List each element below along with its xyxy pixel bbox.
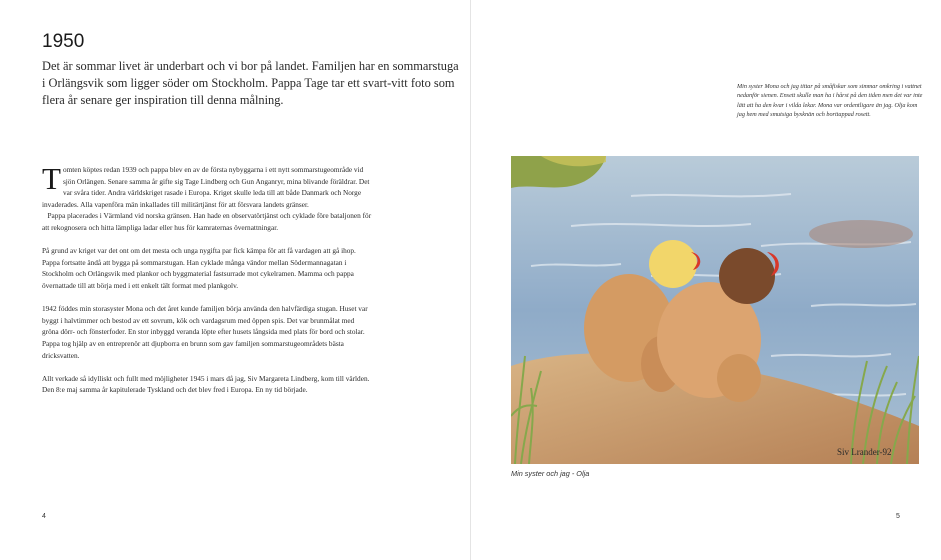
paragraph-1-text: omten köptes redan 1939 och pappa blev en av de första nybyggarna i ett nytt sommarstugeområde vid sjön Orlängen. Senare samma år gifte sig Tage Lindberg och Gun Anganryr, mina blivande föräldrar. Det var svåra tider. Andra världskriget rasade i Europa. Kriget skulle leda till att både Danmark och Norge invaderades. Alla vapenföra män inkallades till militärtjänst för att försvara landets gränser.: [42, 165, 370, 209]
body-paragraph-1: [42, 161, 372, 234]
hair-blonde: [649, 240, 697, 288]
intro-paragraph: Det är sommar livet är underbart och vi bor på landet. Familjen har en sommarstuga i Orlängsvik som ligger söder om Stockholm. Pappa Tage tar ett svart-vitt foto som flera år senare ger inspiration till denna målning.: [42, 59, 459, 107]
side-note: Min syster Mona och jag tittar på småfiskar som simmar omkring i vattnet nedanför sienen. Ensett skulle man ha i hårst på den tiden men det var inte lätt att ha den kvar i vilda lekar. Mona var ordentligare än jag. Olja kom jag hem med smutsiga byxknän och borttappad rosett.: [737, 83, 923, 119]
body-paragraph-4: Allt verkade så idylliskt och fullt med möjligheter 1945 i mars då jag, Siv Margareta Lindberg, kom till världen. Den 8:e maj samma år kapitulerade Tyskland och det blev fred i Europa. En ny tid började.: [42, 373, 370, 395]
body-paragraph-2: På grund av kriget var det ont om det mesta och unga nygifta par fick kämpa för att få vardagen att gå ihop. Pappa fortsatte ändå att bygga på sommarstugan. Han cyklade många vändor mellan Södermannagatan i Stockholm och Orlängsvik med plankor och byggmaterial fastsurrade mot cykelramen. Mamma och pappa övernattade till att börja med i ett enkelt tält format med plankgolv.: [42, 246, 356, 290]
painting-signature: Siv Lrander-92: [837, 447, 892, 457]
painting-image: [511, 156, 919, 464]
painting-illustration: [511, 156, 919, 464]
body-paragraph-3: 1942 föddes min storasyster Mona och det året kunde familjen börja använda den halvfärdiga stugan. Huset var byggt i halvtimmer och bestod av ett sovrum, kök och vardagsrum med öppen spis. Det var brunmålat med gröna dörr- och fönsterfoder. En stor inbyggd veranda löpte efter husets långsida med plats för bord och stolar. Pappa tog hjälp av en entreprenör att djupborra en brunn som gav familjen sommarstugeområdets bästa dricksvatten.: [42, 304, 368, 360]
hair-brown: [719, 248, 775, 304]
page-number-left: 4: [42, 513, 46, 520]
painting-caption: Min syster och jag - Olja: [511, 469, 590, 478]
paragraph-1b-text: Pappa placerades i Värmland vid norska gränsen. Han hade en observatörtjänst och cyklade före bataljonen för att rekognosera och hitta lämpliga ladar eller hus för kamraternas övernattningar.: [42, 211, 372, 232]
body-text: [42, 161, 372, 407]
chapter-title: 1950: [42, 31, 85, 52]
left-page: [0, 0, 470, 560]
right-page: [471, 0, 941, 560]
drop-cap: T: [42, 161, 61, 196]
page-number-right: 5: [896, 513, 900, 520]
